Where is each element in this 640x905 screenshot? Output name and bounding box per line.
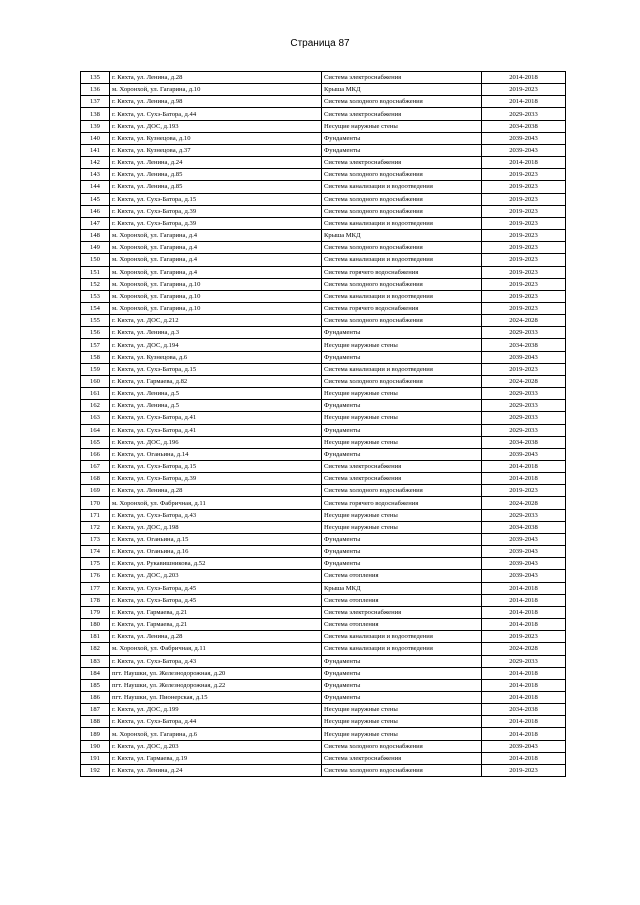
element-cell: Несущие наружные стены	[322, 412, 482, 424]
period-cell: 2039-2043	[482, 546, 566, 558]
element-cell: Система холодного водоснабжения	[322, 485, 482, 497]
period-cell: 2014-2018	[482, 619, 566, 631]
address-cell: м. Хоронхой, ул. Гагарина, д.10	[110, 302, 322, 314]
period-cell: 2019-2023	[482, 242, 566, 254]
table-row	[81, 230, 566, 242]
table-row	[81, 667, 566, 679]
row-number-cell: 141	[81, 144, 110, 156]
table-row	[81, 473, 566, 485]
address-cell: г. Кяхта, ул. Сухэ-Батора, д.39	[110, 473, 322, 485]
address-cell: г. Кяхта, ул. Ленина, д.24	[110, 157, 322, 169]
address-cell: г. Кяхта, ул. Сухэ-Батора, д.44	[110, 108, 322, 120]
address-cell: г. Кяхта, ул. Ленина, д.85	[110, 181, 322, 193]
table-row	[81, 461, 566, 473]
row-number-cell: 160	[81, 375, 110, 387]
element-cell: Несущие наружные стены	[322, 339, 482, 351]
address-cell: г. Кяхта, ул. Ленина, д.5	[110, 400, 322, 412]
table-row	[81, 728, 566, 740]
table-row	[81, 643, 566, 655]
address-cell: г. Кяхта, ул. Оганьина, д.14	[110, 448, 322, 460]
period-cell: 2019-2023	[482, 217, 566, 229]
table-row	[81, 84, 566, 96]
row-number-cell: 139	[81, 120, 110, 132]
address-cell: г. Кяхта, ул. Кузнецова, д.37	[110, 144, 322, 156]
table-row	[81, 436, 566, 448]
period-cell: 2039-2043	[482, 448, 566, 460]
address-cell: г. Кяхта, ул. Сухэ-Батора, д.15	[110, 363, 322, 375]
table-row	[81, 315, 566, 327]
table-row	[81, 193, 566, 205]
address-cell: г. Кяхта, ул. ДОС, д.203	[110, 740, 322, 752]
element-cell: Система горячего водоснабжения	[322, 497, 482, 509]
period-cell: 2024-2028	[482, 315, 566, 327]
row-number-cell: 152	[81, 278, 110, 290]
address-cell: г. Кяхта, ул. Ленина, д.98	[110, 96, 322, 108]
table-row	[81, 120, 566, 132]
element-cell: Система электроснабжения	[322, 752, 482, 764]
element-cell: Система горячего водоснабжения	[322, 266, 482, 278]
period-cell: 2034-2038	[482, 521, 566, 533]
row-number-cell: 147	[81, 217, 110, 229]
period-cell: 2014-2018	[482, 679, 566, 691]
period-cell: 2029-2033	[482, 327, 566, 339]
element-cell: Фундаменты	[322, 351, 482, 363]
period-cell: 2024-2028	[482, 497, 566, 509]
element-cell: Система электроснабжения	[322, 72, 482, 84]
element-cell: Система электроснабжения	[322, 108, 482, 120]
table-row	[81, 217, 566, 229]
table-row	[81, 290, 566, 302]
period-cell: 2024-2028	[482, 643, 566, 655]
period-cell: 2019-2023	[482, 205, 566, 217]
address-cell: г. Кяхта, ул. Сухэ-Батора, д.43	[110, 509, 322, 521]
row-number-cell: 175	[81, 558, 110, 570]
period-cell: 2029-2033	[482, 424, 566, 436]
period-cell: 2039-2043	[482, 570, 566, 582]
address-cell: г. Кяхта, ул. Сухэ-Батора, д.39	[110, 217, 322, 229]
period-cell: 2034-2038	[482, 120, 566, 132]
element-cell: Система электроснабжения	[322, 461, 482, 473]
row-number-cell: 143	[81, 169, 110, 181]
row-number-cell: 166	[81, 448, 110, 460]
period-cell: 2029-2033	[482, 655, 566, 667]
table-row	[81, 752, 566, 764]
row-number-cell: 159	[81, 363, 110, 375]
row-number-cell: 158	[81, 351, 110, 363]
element-cell: Фундаменты	[322, 400, 482, 412]
table-row	[81, 424, 566, 436]
period-cell: 2029-2033	[482, 388, 566, 400]
element-cell: Несущие наружные стены	[322, 716, 482, 728]
period-cell: 2034-2038	[482, 339, 566, 351]
element-cell: Система холодного водоснабжения	[322, 169, 482, 181]
row-number-cell: 148	[81, 230, 110, 242]
table-row	[81, 509, 566, 521]
period-cell: 2019-2023	[482, 363, 566, 375]
table-row	[81, 521, 566, 533]
period-cell: 2029-2033	[482, 509, 566, 521]
row-number-cell: 156	[81, 327, 110, 339]
element-cell: Система холодного водоснабжения	[322, 375, 482, 387]
element-cell: Фундаменты	[322, 144, 482, 156]
table-row	[81, 533, 566, 545]
row-number-cell: 137	[81, 96, 110, 108]
row-number-cell: 190	[81, 740, 110, 752]
table-row	[81, 485, 566, 497]
element-cell: Система отопления	[322, 594, 482, 606]
page-number-label: Страница 87	[290, 38, 350, 49]
table-row	[81, 278, 566, 290]
element-cell: Несущие наружные стены	[322, 521, 482, 533]
element-cell: Система горячего водоснабжения	[322, 302, 482, 314]
table-row	[81, 96, 566, 108]
address-cell: г. Кяхта, ул. Сухэ-Батора, д.15	[110, 193, 322, 205]
table-row	[81, 412, 566, 424]
period-cell: 2014-2018	[482, 691, 566, 703]
table-row	[81, 242, 566, 254]
period-cell: 2019-2023	[482, 230, 566, 242]
period-cell: 2019-2023	[482, 278, 566, 290]
element-cell: Несущие наружные стены	[322, 388, 482, 400]
element-cell: Фундаменты	[322, 424, 482, 436]
row-number-cell: 186	[81, 691, 110, 703]
address-cell: м. Хоронхой, ул. Гагарина, д.4	[110, 266, 322, 278]
period-cell: 2019-2023	[482, 193, 566, 205]
row-number-cell: 173	[81, 533, 110, 545]
address-cell: м. Хоронхой, ул. Гагарина, д.6	[110, 728, 322, 740]
period-cell: 2014-2018	[482, 752, 566, 764]
table-row	[81, 546, 566, 558]
address-cell: г. Кяхта, ул. Сухэ-Батора, д.44	[110, 716, 322, 728]
repair-schedule-table	[80, 71, 566, 777]
row-number-cell: 149	[81, 242, 110, 254]
row-number-cell: 155	[81, 315, 110, 327]
address-cell: г. Кяхта, ул. Сухэ-Батора, д.45	[110, 582, 322, 594]
row-number-cell: 162	[81, 400, 110, 412]
address-cell: г. Кяхта, ул. Ленина, д.85	[110, 169, 322, 181]
address-cell: г. Кяхта, ул. ДОС, д.194	[110, 339, 322, 351]
table-row	[81, 679, 566, 691]
address-cell: г. Кяхта, ул. Сухэ-Батора, д.15	[110, 461, 322, 473]
period-cell: 2039-2043	[482, 132, 566, 144]
row-number-cell: 165	[81, 436, 110, 448]
address-cell: г. Кяхта, ул. Кузнецова, д.6	[110, 351, 322, 363]
table-row	[81, 631, 566, 643]
period-cell: 2019-2023	[482, 631, 566, 643]
element-cell: Фундаменты	[322, 533, 482, 545]
row-number-cell: 140	[81, 132, 110, 144]
period-cell: 2014-2018	[482, 473, 566, 485]
row-number-cell: 146	[81, 205, 110, 217]
period-cell: 2019-2023	[482, 181, 566, 193]
address-cell: г. Кяхта, ул. Рукавишникова, д.52	[110, 558, 322, 570]
address-cell: г. Кяхта, ул. Гармаева, д.21	[110, 619, 322, 631]
element-cell: Система канализации и водоотведения	[322, 254, 482, 266]
element-cell: Система канализации и водоотведения	[322, 631, 482, 643]
address-cell: пгт. Наушки, ул. Пионерская, д.15	[110, 691, 322, 703]
table-row	[81, 570, 566, 582]
row-number-cell: 142	[81, 157, 110, 169]
row-number-cell: 157	[81, 339, 110, 351]
address-cell: г. Кяхта, ул. Гармаева, д.21	[110, 606, 322, 618]
period-cell: 2014-2018	[482, 96, 566, 108]
element-cell: Система электроснабжения	[322, 473, 482, 485]
address-cell: г. Кяхта, ул. ДОС, д.193	[110, 120, 322, 132]
address-cell: г. Кяхта, ул. Ленина, д.24	[110, 764, 322, 776]
element-cell: Несущие наружные стены	[322, 120, 482, 132]
element-cell: Система отопления	[322, 570, 482, 582]
table-row	[81, 72, 566, 84]
table-row	[81, 363, 566, 375]
address-cell: г. Кяхта, ул. ДОС, д.212	[110, 315, 322, 327]
table-row	[81, 448, 566, 460]
period-cell: 2039-2043	[482, 558, 566, 570]
row-number-cell: 138	[81, 108, 110, 120]
period-cell: 2014-2018	[482, 461, 566, 473]
row-number-cell: 153	[81, 290, 110, 302]
table-row	[81, 740, 566, 752]
table-row	[81, 704, 566, 716]
address-cell: г. Кяхта, ул. Ленина, д.5	[110, 388, 322, 400]
element-cell: Фундаменты	[322, 132, 482, 144]
row-number-cell: 183	[81, 655, 110, 667]
period-cell: 2014-2018	[482, 582, 566, 594]
table-row	[81, 327, 566, 339]
element-cell: Система отопления	[322, 619, 482, 631]
row-number-cell: 167	[81, 461, 110, 473]
address-cell: г. Кяхта, ул. Сухэ-Батора, д.43	[110, 655, 322, 667]
address-cell: г. Кяхта, ул. ДОС, д.199	[110, 704, 322, 716]
row-number-cell: 189	[81, 728, 110, 740]
element-cell: Система электроснабжения	[322, 606, 482, 618]
table-row	[81, 302, 566, 314]
element-cell: Фундаменты	[322, 691, 482, 703]
row-number-cell: 150	[81, 254, 110, 266]
address-cell: м. Хоронхой, ул. Гагарина, д.10	[110, 84, 322, 96]
period-cell: 2029-2033	[482, 412, 566, 424]
table-row	[81, 497, 566, 509]
address-cell: г. Кяхта, ул. Ленина, д.3	[110, 327, 322, 339]
period-cell: 2039-2043	[482, 351, 566, 363]
element-cell: Фундаменты	[322, 655, 482, 667]
address-cell: м. Хоронхой, ул. Гагарина, д.10	[110, 290, 322, 302]
address-cell: м. Хоронхой, ул. Фабричная, д.11	[110, 643, 322, 655]
row-number-cell: 144	[81, 181, 110, 193]
period-cell: 2014-2018	[482, 728, 566, 740]
row-number-cell: 163	[81, 412, 110, 424]
row-number-cell: 169	[81, 485, 110, 497]
row-number-cell: 178	[81, 594, 110, 606]
table-row	[81, 108, 566, 120]
element-cell: Фундаменты	[322, 546, 482, 558]
element-cell: Система холодного водоснабжения	[322, 315, 482, 327]
element-cell: Система холодного водоснабжения	[322, 740, 482, 752]
row-number-cell: 185	[81, 679, 110, 691]
period-cell: 2014-2018	[482, 667, 566, 679]
period-cell: 2034-2038	[482, 704, 566, 716]
address-cell: г. Кяхта, ул. Ленина, д.28	[110, 72, 322, 84]
table-row	[81, 400, 566, 412]
address-cell: пгт. Наушки, ул. Железнодорожная, д.22	[110, 679, 322, 691]
period-cell: 2024-2028	[482, 375, 566, 387]
address-cell: г. Кяхта, ул. ДОС, д.196	[110, 436, 322, 448]
period-cell: 2019-2023	[482, 169, 566, 181]
table-row	[81, 764, 566, 776]
table-row	[81, 254, 566, 266]
element-cell: Фундаменты	[322, 327, 482, 339]
row-number-cell: 191	[81, 752, 110, 764]
element-cell: Фундаменты	[322, 558, 482, 570]
element-cell: Система канализации и водоотведения	[322, 217, 482, 229]
table-row	[81, 619, 566, 631]
row-number-cell: 187	[81, 704, 110, 716]
table-row	[81, 181, 566, 193]
element-cell: Система холодного водоснабжения	[322, 242, 482, 254]
row-number-cell: 135	[81, 72, 110, 84]
element-cell: Система канализации и водоотведения	[322, 181, 482, 193]
address-cell: г. Кяхта, ул. Оганьина, д.15	[110, 533, 322, 545]
period-cell: 2014-2018	[482, 606, 566, 618]
period-cell: 2014-2018	[482, 72, 566, 84]
element-cell: Фундаменты	[322, 679, 482, 691]
element-cell: Система канализации и водоотведения	[322, 363, 482, 375]
row-number-cell: 170	[81, 497, 110, 509]
element-cell: Несущие наружные стены	[322, 728, 482, 740]
table-row	[81, 339, 566, 351]
element-cell: Фундаменты	[322, 667, 482, 679]
table-row	[81, 266, 566, 278]
row-number-cell: 151	[81, 266, 110, 278]
row-number-cell: 177	[81, 582, 110, 594]
row-number-cell: 136	[81, 84, 110, 96]
row-number-cell: 181	[81, 631, 110, 643]
table-row	[81, 132, 566, 144]
table-row	[81, 388, 566, 400]
address-cell: м. Хоронхой, ул. Гагарина, д.4	[110, 254, 322, 266]
address-cell: г. Кяхта, ул. Сухэ-Батора, д.41	[110, 412, 322, 424]
table-row	[81, 582, 566, 594]
row-number-cell: 164	[81, 424, 110, 436]
row-number-cell: 174	[81, 546, 110, 558]
row-number-cell: 179	[81, 606, 110, 618]
period-cell: 2019-2023	[482, 302, 566, 314]
period-cell: 2029-2033	[482, 400, 566, 412]
address-cell: г. Кяхта, ул. ДОС, д.198	[110, 521, 322, 533]
period-cell: 2039-2043	[482, 144, 566, 156]
period-cell: 2039-2043	[482, 740, 566, 752]
table-body	[81, 72, 566, 777]
period-cell: 2014-2018	[482, 157, 566, 169]
period-cell: 2019-2023	[482, 290, 566, 302]
row-number-cell: 184	[81, 667, 110, 679]
row-number-cell: 168	[81, 473, 110, 485]
element-cell: Система канализации и водоотведения	[322, 643, 482, 655]
element-cell: Система электроснабжения	[322, 157, 482, 169]
table-row	[81, 655, 566, 667]
table-row	[81, 691, 566, 703]
element-cell: Несущие наружные стены	[322, 509, 482, 521]
period-cell: 2019-2023	[482, 254, 566, 266]
address-cell: м. Хоронхой, ул. Гагарина, д.4	[110, 242, 322, 254]
address-cell: м. Хоронхой, ул. Гагарина, д.10	[110, 278, 322, 290]
element-cell: Крыша МКД	[322, 582, 482, 594]
period-cell: 2019-2023	[482, 764, 566, 776]
element-cell: Крыша МКД	[322, 84, 482, 96]
row-number-cell: 176	[81, 570, 110, 582]
row-number-cell: 145	[81, 193, 110, 205]
address-cell: г. Кяхта, ул. Сухэ-Батора, д.41	[110, 424, 322, 436]
element-cell: Система холодного водоснабжения	[322, 205, 482, 217]
period-cell: 2019-2023	[482, 266, 566, 278]
table-row	[81, 205, 566, 217]
table-row	[81, 375, 566, 387]
address-cell: г. Кяхта, ул. Ленина, д.28	[110, 631, 322, 643]
address-cell: г. Кяхта, ул. ДОС, д.203	[110, 570, 322, 582]
period-cell: 2019-2023	[482, 84, 566, 96]
element-cell: Система холодного водоснабжения	[322, 193, 482, 205]
element-cell: Фундаменты	[322, 448, 482, 460]
row-number-cell: 154	[81, 302, 110, 314]
row-number-cell: 192	[81, 764, 110, 776]
address-cell: г. Кяхта, ул. Кузнецова, д.10	[110, 132, 322, 144]
row-number-cell: 180	[81, 619, 110, 631]
element-cell: Крыша МКД	[322, 230, 482, 242]
table-row	[81, 606, 566, 618]
row-number-cell: 171	[81, 509, 110, 521]
address-cell: г. Кяхта, ул. Сухэ-Батора, д.45	[110, 594, 322, 606]
row-number-cell: 188	[81, 716, 110, 728]
element-cell: Система канализации и водоотведения	[322, 290, 482, 302]
table-row	[81, 594, 566, 606]
row-number-cell: 161	[81, 388, 110, 400]
address-cell: г. Кяхта, ул. Гармаева, д.19	[110, 752, 322, 764]
element-cell: Система холодного водоснабжения	[322, 764, 482, 776]
row-number-cell: 172	[81, 521, 110, 533]
element-cell: Система холодного водоснабжения	[322, 96, 482, 108]
table-row	[81, 169, 566, 181]
element-cell: Система холодного водоснабжения	[322, 278, 482, 290]
address-cell: м. Хоронхой, ул. Фабричная, д.11	[110, 497, 322, 509]
period-cell: 2034-2038	[482, 436, 566, 448]
address-cell: г. Кяхта, ул. Сухэ-Батора, д.39	[110, 205, 322, 217]
address-cell: м. Хоронхой, ул. Гагарина, д.4	[110, 230, 322, 242]
address-cell: г. Кяхта, ул. Оганьина, д.16	[110, 546, 322, 558]
table-row	[81, 558, 566, 570]
row-number-cell: 182	[81, 643, 110, 655]
period-cell: 2014-2018	[482, 716, 566, 728]
table-row	[81, 157, 566, 169]
period-cell: 2029-2033	[482, 108, 566, 120]
period-cell: 2039-2043	[482, 533, 566, 545]
address-cell: г. Кяхта, ул. Ленина, д.28	[110, 485, 322, 497]
table-row	[81, 351, 566, 363]
period-cell: 2019-2023	[482, 485, 566, 497]
element-cell: Несущие наружные стены	[322, 704, 482, 716]
address-cell: г. Кяхта, ул. Гармаева, д.82	[110, 375, 322, 387]
table-row	[81, 144, 566, 156]
address-cell: пгт. Наушки, ул. Железнодорожная, д.20	[110, 667, 322, 679]
period-cell: 2014-2018	[482, 594, 566, 606]
element-cell: Несущие наружные стены	[322, 436, 482, 448]
table-row	[81, 716, 566, 728]
